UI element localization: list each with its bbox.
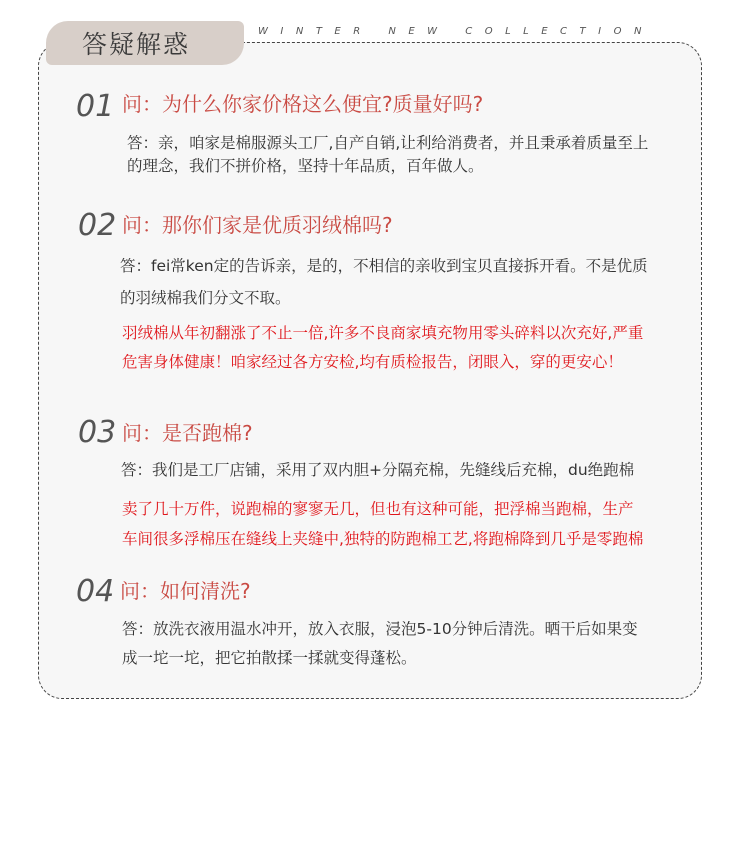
faq-highlight-line: 车间很多浮棉压在缝线上夹缝中,独特的防跑棉工艺,将跑棉降到几乎是零跑棉 (122, 530, 644, 548)
faq-answer-line: 答：亲，咱家是棉服源头工厂,自产自销,让利给消费者，并且秉承着质量至上 (127, 134, 649, 152)
faq-number: 02 (78, 208, 117, 243)
faq-question: 问：那你们家是优质羽绒棉吗? (122, 213, 393, 237)
faq-answer-line: 成一坨一坨，把它拍散揉一揉就变得蓬松。 (122, 649, 417, 667)
faq-answer-line: 的羽绒棉我们分文不取。 (120, 289, 291, 307)
faq-question: 问：是否跑棉? (122, 421, 253, 445)
section-title-tag (46, 21, 244, 65)
faq-answer-line: 答：fei常ken定的告诉亲，是的，不相信的亲收到宝贝直接拆开看。不是优质 (120, 257, 648, 275)
faq-answer-line: 答：放洗衣液用温水冲开，放入衣服，浸泡5-10分钟后清洗。晒干后如果变 (122, 620, 638, 638)
faq-question: 问：如何清洗? (120, 579, 251, 603)
faq-number: 04 (76, 574, 115, 609)
faq-number: 03 (78, 415, 117, 450)
faq-question: 问：为什么你家价格这么便宜?质量好吗? (122, 92, 484, 116)
section-title: 答疑解惑 (82, 30, 191, 59)
collection-subtitle: WINTER NEW COLLECTION (258, 26, 654, 37)
faq-answer-line: 答：我们是工厂店铺，采用了双内胆+分隔充棉，先缝线后充棉，du绝跑棉 (121, 461, 635, 479)
faq-number: 01 (76, 89, 115, 124)
faq-answer-line: 的理念，我们不拼价格，坚持十年品质，百年做人。 (127, 157, 484, 175)
faq-highlight-line: 羽绒棉从年初翻涨了不止一倍,许多不良商家填充物用零头碎料以次充好,严重 (122, 324, 644, 342)
faq-highlight-line: 卖了几十万件，说跑棉的寥寥无几，但也有这种可能，把浮棉当跑棉，生产 (122, 500, 634, 518)
faq-highlight-line: 危害身体健康！咱家经过各方安检,均有质检报告，闭眼入，穿的更安心！ (122, 353, 623, 371)
